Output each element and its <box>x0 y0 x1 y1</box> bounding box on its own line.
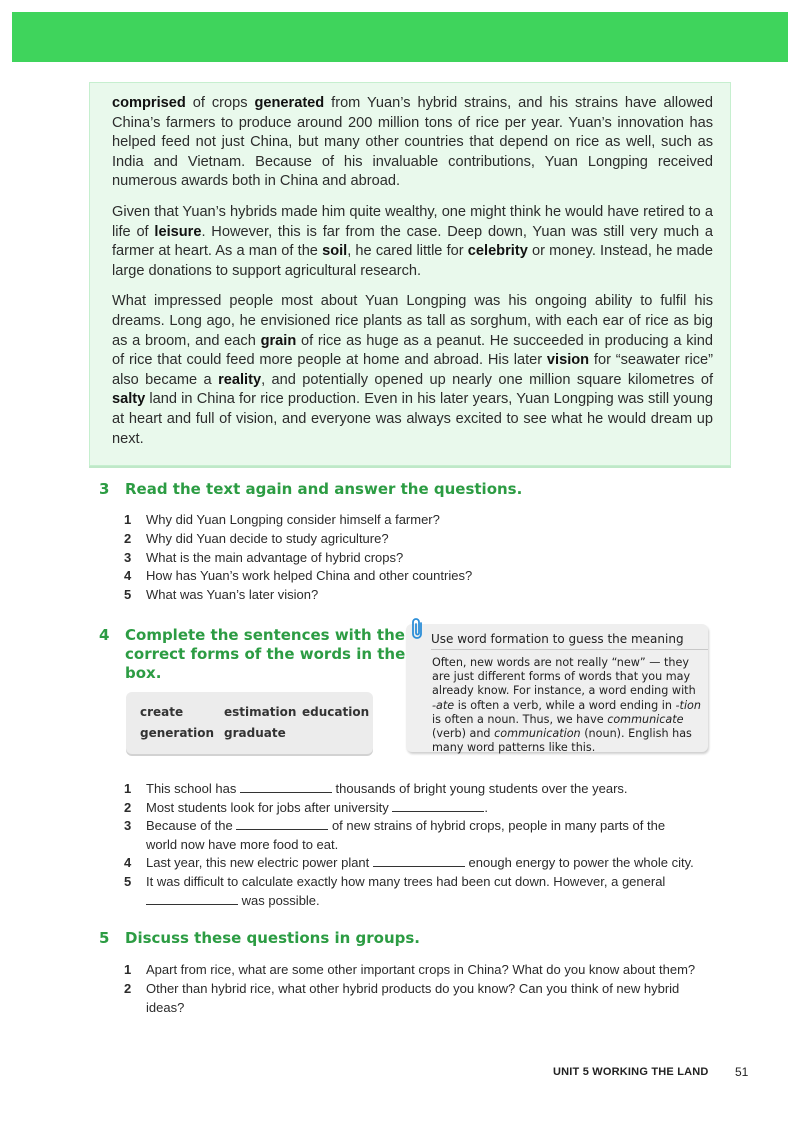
footer-unit-label: UNIT 5 WORKING THE LAND <box>553 1066 709 1078</box>
example-word: -tion <box>675 698 701 712</box>
list-item: 3 Because of the of new strains of hybrid crops, people in many parts of the world now have more food to eat. <box>124 818 666 852</box>
key-word: salty <box>112 391 146 408</box>
section-3-questions <box>124 511 714 605</box>
list-item: 2 Why did Yuan decide to study agriculture? <box>124 530 389 546</box>
section-3-number: 3 <box>99 480 110 498</box>
word-box-item: estimation <box>224 705 297 719</box>
list-item: 2 Other than hybrid rice, what other hybrid products do you know? Can you think of new hybrid ideas? <box>124 980 680 1015</box>
example-word: -ate <box>432 698 455 712</box>
reading-paragraph-1: comprised of crops generated from Yuan’s hybrid strains, and his strains have allowed China’s farmers to produce around 200 million tons of rice per year. Yuan’s innovation has helped feed not just China, but many other countries that depend on rice as well, such as India and Vietnam. Because of his invaluable contributions, Yuan Longping received numerous awards both in China and abroad. <box>112 95 713 190</box>
section-4-sentences <box>124 780 714 910</box>
section-5-title: Discuss these questions in groups. <box>125 929 421 947</box>
list-item: 1 This school has thousands of bright young students over the years. <box>124 781 628 796</box>
key-word: celebrity <box>467 243 528 260</box>
word-box-item: generation <box>140 726 215 740</box>
list-item: 4 How has Yuan’s work helped China and other countries? <box>124 568 473 584</box>
answer-blank[interactable] <box>373 854 465 867</box>
list-item: 1 Apart from rice, what are some other important crops in China? What do you know about them? <box>124 962 696 977</box>
section-4-heading: 4 Complete the sentences with the correct forms of the words in the box. <box>99 626 406 682</box>
list-item: 5 It was difficult to calculate exactly how many trees had been cut down. However, a general was possible. <box>124 873 666 908</box>
section-3-title: Read the text again and answer the questions. <box>125 480 523 498</box>
section-5-heading <box>99 929 420 948</box>
reading-paragraph-3: What impressed people most about Yuan Longping was his ongoing ability to fulfil his dreams. Long ago, he envisioned rice plants as tall as sorghum, with each ear of rice as big as a broom, and each grain of rice as huge as a peanut. He succeeded in producing a kind of rice that could feed more people at home and abroad. His later vision for “seawater rice” also became a reality, and potentially opened up nearly one million square kilometres of salty land in China for rice production. Even in his later years, Yuan Longping was still young at heart and full of vision, and everyone was always excited to see what he would dream up next. <box>112 293 714 447</box>
key-word: grain <box>260 332 297 349</box>
word-box-item: create <box>140 705 184 719</box>
section-5-questions <box>124 961 712 1017</box>
answer-blank[interactable] <box>236 817 328 830</box>
paperclip-icon <box>410 617 426 641</box>
tip-body: Often, new words are not really “new” — they are just different forms of words that you may already know. For instance, a word ending with -ate is often a verb, while a word ending in -tion is often a noun. Thus, we have communicate (verb) and communication (noun). English has many word patterns like this. <box>432 656 701 755</box>
section-4-number: 4 <box>99 626 110 644</box>
list-item: 4 Last year, this new electric power plant enough energy to power the whole city. <box>124 855 694 871</box>
answer-blank[interactable] <box>146 892 238 905</box>
word-box-item: graduate <box>224 726 286 740</box>
key-word: soil <box>322 243 348 260</box>
key-word: generated <box>254 95 325 111</box>
key-word: vision <box>546 352 590 369</box>
key-word: reality <box>218 371 262 388</box>
answer-blank[interactable] <box>240 780 332 793</box>
word-box <box>126 692 373 754</box>
list-item: 5 What was Yuan’s later vision? <box>124 587 319 603</box>
section-5-number: 5 <box>99 929 110 947</box>
reading-paragraph-2: Given that Yuan’s hybrids made him quite wealthy, one might think he would have retired to a life of leisure. However, this is far from the case. Deep down, Yuan was still very much a farmer at heart. As a man of the soil, he cared little for celebrity or money. Instead, he made large donations to support agricultural research. <box>112 203 714 279</box>
header-bar <box>12 12 788 62</box>
answer-blank[interactable] <box>392 799 484 812</box>
list-item: 2 Most students look for jobs after university . <box>124 799 489 815</box>
word-box-item: education <box>302 705 370 719</box>
example-word: communicate <box>607 712 684 726</box>
key-word: comprised <box>112 95 186 111</box>
section-3-heading <box>99 480 522 499</box>
tip-box <box>406 624 708 755</box>
list-item: 3 What is the main advantage of hybrid crops? <box>124 549 404 565</box>
example-word: communication <box>494 727 581 741</box>
tip-title: Use word formation to guess the meaning <box>431 632 708 650</box>
list-item: 1 Why did Yuan Longping consider himself a farmer? <box>124 512 440 527</box>
page-number: 51 <box>735 1065 749 1079</box>
reading-passage <box>89 82 731 466</box>
key-word: leisure <box>154 223 202 240</box>
